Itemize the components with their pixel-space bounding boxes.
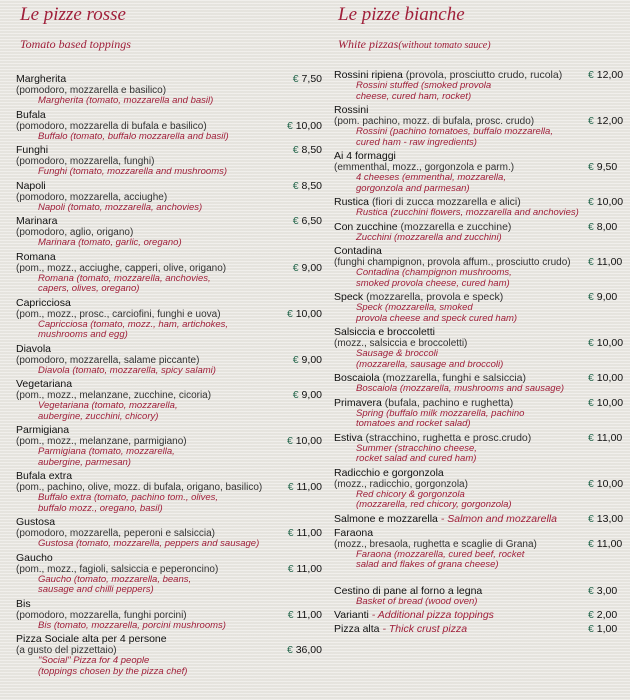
menu-item (16, 110, 322, 143)
menu-item-ingredients-line (16, 564, 322, 575)
menu-item-price: € 8,50 (292, 145, 322, 156)
menu-item-ingredients-line (16, 121, 322, 132)
menu-item-name-line (334, 327, 630, 338)
white-pizzas-subheading-note: (without tomato sauce) (398, 40, 491, 51)
menu-item-ingredients: (mozzarella e zucchine) (400, 221, 512, 233)
menu-item-price: € 9,50 (588, 162, 618, 173)
menu-item-ingredients: (pomodoro, aglio, origano) (16, 227, 134, 238)
menu-item-translation: Zucchini (mozzarella and zucchini) (356, 232, 502, 243)
menu-item-name-line (334, 292, 630, 303)
menu-item-ingredients-line (16, 309, 322, 320)
menu-item-ingredients: (pom., mozz., fagioli, salsiccia e peperoncino) (16, 563, 219, 575)
menu-item-translation: Buffalo (tomato, buffalo mozzarella and basil) (38, 131, 229, 142)
white-pizzas-subheading-text: White pizzas (338, 37, 399, 51)
menu-item-translation: Rossini stuffed (smoked provola (356, 81, 492, 91)
menu-item (334, 327, 630, 370)
menu-item-name: Salsiccia e broccoletti (334, 327, 435, 338)
menu-item (334, 70, 630, 102)
menu-item-name-line (334, 373, 630, 384)
menu-item-name-line (16, 634, 322, 645)
menu-item-price: € 9,00 (292, 354, 322, 366)
menu-item (16, 634, 322, 677)
menu-item-name: Con zucchine (334, 221, 398, 233)
menu-item-ingredients-line (16, 192, 322, 203)
menu-item (16, 471, 322, 514)
menu-item-price: € 9,00 (292, 390, 322, 401)
menu-item (334, 586, 630, 608)
menu-item-ingredients: (pomodoro, mozzarella, funghi porcini) (16, 609, 187, 621)
menu-item-ingredients-line (334, 116, 630, 127)
red-pizzas-subheading: Tomato based toppings (20, 37, 131, 51)
menu-item (16, 379, 322, 422)
menu-item-translation: cured ham - raw ingredients) (356, 137, 477, 148)
menu-item (334, 151, 630, 194)
menu-item-name: Margherita (16, 74, 67, 85)
menu-item-translation: Vegetariana (tomato, mozzarella, (38, 401, 178, 411)
menu-item-name: Romana (16, 251, 56, 263)
menu-item-name: Rustica (334, 197, 370, 208)
menu-item-name: Gaucho (16, 552, 53, 564)
menu-item-name: Pizza Sociale alta per 4 persone (16, 634, 167, 645)
menu-item-price: € 10,00 (286, 120, 322, 132)
menu-item-ingredients: (mozz., salsiccia e broccoletti) (334, 338, 468, 349)
menu-item (334, 610, 630, 621)
menu-item-translation: - Salmon and mozzarella (440, 513, 557, 525)
menu-item-name-line (16, 517, 322, 528)
menu-item-translation: Spring (buffalo milk mozzarella, pachino (356, 408, 525, 419)
menu-item-name: Bis (16, 598, 31, 610)
menu-item-translation: Gaucho (tomato, mozzarella, beans, (38, 574, 192, 585)
menu-item-name: Contadina (334, 246, 382, 257)
menu-item-translation: Napoli (tomato, mozzarella, anchovies) (38, 202, 203, 213)
menu-item-name-line (334, 222, 630, 233)
menu-item-ingredients: (pom., mozz., melanzane, parmigiano) (16, 436, 187, 447)
menu-item-translation: Parmigiana (tomato, mozzarella, (38, 447, 175, 457)
menu-item-name-line (16, 74, 322, 85)
menu-item-name: Ai 4 formaggi (334, 151, 396, 162)
menu-item (334, 246, 630, 289)
menu-item-name: Faraona (334, 527, 374, 539)
menu-item-translation: Bis (tomato, mozzarella, porcini mushrooms) (38, 620, 226, 631)
red-pizzas-list (16, 74, 322, 680)
menu-item-translation: "Social" Pizza for 4 people (38, 656, 150, 666)
menu-item-translation: tomatoes and rocket salad) (356, 419, 471, 429)
menu-item-ingredients: (emmenthal, mozz., gorgonzola e parm.) (334, 162, 515, 173)
menu-item (16, 425, 322, 468)
menu-item-translation: Marinara (tomato, garlic, oregano) (38, 238, 182, 248)
menu-item-ingredients-line (16, 528, 322, 539)
menu-item-name: Gustosa (16, 517, 56, 528)
menu-item-name: Pizza alta (334, 624, 380, 635)
menu-item-ingredients: (a gusto del pizzettaio) (16, 645, 117, 656)
menu-item-name-line (334, 433, 630, 444)
menu-item (16, 298, 322, 341)
menu-item-name: Rossini ripiena (334, 70, 403, 81)
menu-item-name-line (334, 624, 630, 635)
menu-item-name-line (334, 105, 630, 116)
white-pizzas-subheading (338, 37, 491, 52)
menu-item-translation: capers, olives, oregano) (38, 284, 140, 294)
menu-item-price: € 10,00 (286, 436, 322, 447)
menu-item-ingredients: (pom., pachino, olive, mozz. di bufala, origano, basilico) (16, 482, 263, 493)
menu-item-name: Estiva (334, 432, 363, 444)
menu-item-translation: Margherita (tomato, mozzarella and basil) (38, 96, 214, 106)
menu-item-name: Diavola (16, 343, 52, 355)
menu-item-price: € 10,00 (286, 308, 322, 320)
menu-item-translation: rocket salad and cured ham) (356, 454, 477, 464)
menu-item (334, 514, 630, 525)
menu-item-translation: - Thick crust pizza (382, 624, 468, 635)
menu-item-ingredients: (mozz., radicchio, gorgonzola) (334, 478, 468, 490)
red-pizzas-heading: Le pizze rosse (20, 4, 126, 25)
menu-item-ingredients: (pomodoro, mozzarella, funghi) (16, 156, 155, 167)
menu-item-name: Napoli (16, 180, 46, 192)
menu-item-translation: Basket of bread (wood oven) (356, 596, 478, 607)
menu-item-name: Bufala (16, 109, 46, 121)
menu-item-name-line (334, 197, 630, 208)
menu-item-translation: cheese, cured ham, rocket) (356, 91, 472, 102)
menu-item-name: Varianti (334, 610, 369, 621)
menu-item-name: Cestino di pane al forno a legna (334, 585, 483, 597)
menu-item-name-line (16, 181, 322, 192)
menu-item-translation: Speck (mozzarella, smoked (356, 303, 473, 313)
menu-item-ingredients-line (16, 645, 322, 656)
menu-item-ingredients-line (334, 338, 630, 349)
menu-item (334, 624, 630, 635)
menu-item-price: € 10,00 (588, 197, 624, 208)
menu-item-ingredients: (pomodoro, mozzarella e basilico) (16, 85, 167, 96)
menu-item-translation: aubergine, zucchini, chicory) (38, 411, 159, 422)
menu-item-name-line (16, 471, 322, 482)
menu-item-name-line (16, 145, 322, 156)
menu-item-translation: - Additional pizza toppings (371, 610, 494, 621)
menu-item (16, 252, 322, 295)
menu-item-ingredients: (provola, prosciutto crudo, rucola) (405, 70, 563, 81)
menu-item-ingredients-line (334, 162, 630, 173)
menu-item-name-line (334, 151, 630, 162)
menu-item (16, 181, 322, 214)
menu-item-name-line (334, 610, 630, 621)
menu-item-price: € 2,00 (588, 610, 618, 621)
section-spacer (334, 574, 630, 586)
menu-item-price: € 11,00 (287, 528, 322, 539)
menu-item-price: € 11,00 (588, 432, 623, 444)
menu-item-name: Rossini (334, 105, 369, 116)
menu-item-translation: Boscaiola (mozzarella, mushrooms and sausage) (356, 384, 565, 394)
menu-item-ingredients: (funghi champignon, provola affum., prosciutto crudo) (334, 257, 571, 268)
menu-item (16, 74, 322, 107)
menu-item-translation: Red chicory & gorgonzola (356, 489, 465, 500)
menu-item-translation: gorgonzola and parmesan) (356, 183, 470, 194)
menu-item-translation: (mozzarella, red chicory, gorgonzola) (356, 500, 512, 510)
menu-item-ingredients-line (16, 85, 322, 96)
menu-item (334, 197, 630, 219)
menu-item-name: Capricciosa (16, 297, 71, 309)
menu-item-translation: Faraona (mozzarella, cured beef, rocket (356, 549, 525, 560)
menu-item-name-line (334, 528, 630, 539)
menu-item-name: Funghi (16, 145, 49, 156)
menu-item-name-line (334, 514, 630, 525)
menu-item-name: Marinara (16, 216, 58, 227)
menu-item-translation: Rossini (pachino tomatoes, buffalo mozzarella, (356, 127, 553, 137)
menu-item-name-line (334, 398, 630, 409)
menu-item-price: € 7,50 (292, 74, 322, 85)
menu-item-translation: provola cheese and speck cured ham) (356, 313, 518, 324)
menu-item (334, 292, 630, 324)
menu-item-name: Bufala extra (16, 471, 73, 482)
menu-item-price: € 11,00 (287, 609, 322, 621)
menu-item-name-line (16, 252, 322, 263)
menu-item-name-line (16, 298, 322, 309)
menu-item-translation: Contadina (champignon mushrooms, (356, 268, 512, 278)
menu-item-ingredients-line (334, 539, 630, 550)
menu-item (16, 145, 322, 178)
menu-item (334, 222, 630, 244)
menu-item-name: Speck (334, 292, 364, 303)
menu-item-translation: mushrooms and egg) (38, 330, 128, 340)
menu-item-price: € 9,00 (292, 262, 322, 274)
menu-item-ingredients: (pom., mozz., melanzane, zucchine, cicoria) (16, 390, 212, 401)
menu-item-price: € 12,00 (588, 70, 624, 81)
menu-item-ingredients: (pomodoro, mozzarella di bufala e basilico) (16, 120, 207, 132)
menu-item-price: € 11,00 (287, 563, 322, 575)
menu-item-translation: Rustica (zucchini flowers, mozzarella and anchovies) (356, 208, 579, 218)
menu-item-ingredients-line (16, 436, 322, 447)
menu-item-translation: Diavola (tomato, mozzarella, spicy salami) (38, 365, 216, 376)
menu-item-translation: Funghi (tomato, mozzarella and mushrooms) (38, 167, 228, 177)
menu-item-ingredients-line (16, 263, 322, 274)
menu-item-ingredients-line (16, 482, 322, 493)
menu-item-translation: 4 cheeses (emmenthal, mozzarella, (356, 173, 506, 183)
menu-item-name-line (16, 425, 322, 436)
menu-item-price: € 10,00 (588, 373, 624, 384)
menu-item-ingredients-line (334, 479, 630, 490)
menu-item (334, 105, 630, 148)
menu-item-price: € 1,00 (588, 624, 618, 635)
menu-item-ingredients: (pom., mozz., prosc., carciofini, funghi e uova) (16, 308, 221, 320)
menu-item-name-line (16, 599, 322, 610)
menu-item-ingredients: (fiori di zucca mozzarella e alici) (371, 197, 521, 208)
menu-item (334, 398, 630, 430)
menu-item-translation: Gustosa (tomato, mozzarella, peppers and sausage) (38, 539, 260, 549)
menu-item-ingredients: (mozzarella, funghi e salsiccia) (382, 373, 527, 384)
menu-item-translation: smoked provola cheese, cured ham) (356, 278, 510, 289)
menu-item (334, 468, 630, 511)
menu-item (334, 528, 630, 571)
menu-item-name: Boscaiola (334, 373, 380, 384)
menu-item-name-line (334, 246, 630, 257)
menu-item-ingredients-line (16, 610, 322, 621)
menu-item-name: Vegetariana (16, 379, 73, 390)
white-pizzas-list (334, 70, 630, 638)
menu-item-price: € 11,00 (287, 482, 322, 493)
menu-item-price: € 6,50 (292, 216, 322, 227)
menu-item-price: € 8,50 (292, 180, 322, 192)
menu-item-ingredients: (stracchino, rughetta e prosc.crudo) (365, 432, 532, 444)
menu-item-ingredients-line (16, 390, 322, 401)
menu-item-ingredients-line (16, 156, 322, 167)
menu-item (334, 373, 630, 395)
menu-item-ingredients: (pomodoro, mozzarella, acciughe) (16, 191, 168, 203)
menu-item-ingredients: (bufala, pachino e rughetta) (384, 397, 514, 409)
menu-item-name: Parmigiana (16, 425, 70, 436)
menu-item-name-line (334, 70, 630, 81)
menu-item-price: € 36,00 (286, 645, 322, 656)
menu-item-price: € 11,00 (588, 257, 623, 268)
menu-item-price: € 8,00 (588, 221, 618, 233)
menu-item-translation: salad and flakes of grana cheese) (356, 560, 499, 570)
menu-item-name-line (16, 553, 322, 564)
white-pizzas-heading: Le pizze bianche (338, 4, 465, 25)
menu-item-ingredients: (pomodoro, mozzarella, peperoni e salsiccia) (16, 528, 215, 539)
menu-item-translation: buffalo mozz., oregano, basil) (38, 503, 163, 514)
menu-item-name-line (16, 344, 322, 355)
menu-item-price: € 12,00 (588, 116, 624, 127)
menu-item-ingredients: (pom. pachino, mozz. di bufala, prosc. crudo) (334, 116, 535, 127)
menu-item-translation: aubergine, parmesan) (38, 457, 131, 468)
menu-item-name-line (334, 468, 630, 479)
menu-item-translation: (mozzarella, sausage and broccoli) (356, 359, 504, 370)
menu-item-name: Salmone e mozzarella (334, 513, 438, 525)
menu-item-price: € 10,00 (588, 478, 624, 490)
menu-item-ingredients-line (16, 227, 322, 238)
menu-item-price: € 9,00 (588, 292, 618, 303)
menu-item-ingredients: (pom., mozz., acciughe, capperi, olive, origano) (16, 262, 227, 274)
menu-item-name: Primavera (334, 397, 382, 409)
menu-item (334, 433, 630, 465)
menu-item-name: Radicchio e gorgonzola (334, 467, 444, 479)
menu-item-translation: (toppings chosen by the pizza chef) (38, 666, 188, 677)
menu-item-price: € 10,00 (588, 338, 624, 349)
menu-item-name-line (334, 586, 630, 597)
menu-item-ingredients-line (334, 257, 630, 268)
menu-item-price: € 3,00 (588, 585, 618, 597)
menu-item-translation: Sausage & broccoli (356, 349, 438, 359)
menu-item-ingredients: (mozz., bresaola, rughetta e scaglie di Grana) (334, 538, 537, 550)
menu-item-ingredients: (mozzarella, provola e speck) (366, 292, 504, 303)
menu-item-translation: Buffalo extra (tomato, pachino tom., olives, (38, 493, 219, 503)
menu-item-name-line (16, 216, 322, 227)
menu-item (16, 344, 322, 377)
menu-item-name-line (16, 110, 322, 121)
menu-item (16, 216, 322, 249)
menu-item-ingredients: (pomodoro, mozzarella, salame piccante) (16, 354, 200, 366)
menu-item (16, 553, 322, 596)
menu-item-translation: Romana (tomato, mozzarella, anchovies, (38, 273, 211, 284)
menu-item-translation: sausage and chilli peppers) (38, 585, 154, 595)
menu-item (16, 517, 322, 550)
menu-item-ingredients-line (16, 355, 322, 366)
menu-item-price: € 13,00 (588, 513, 624, 525)
menu-item-translation: Summer (stracchino cheese, (356, 443, 477, 454)
menu-item-price: € 11,00 (588, 538, 623, 550)
menu-item-translation: Capricciosa (tomato, mozz., ham, artichokes, (38, 319, 229, 330)
menu-item-name-line (16, 379, 322, 390)
menu-item-price: € 10,00 (588, 397, 624, 409)
menu-item (16, 599, 322, 632)
